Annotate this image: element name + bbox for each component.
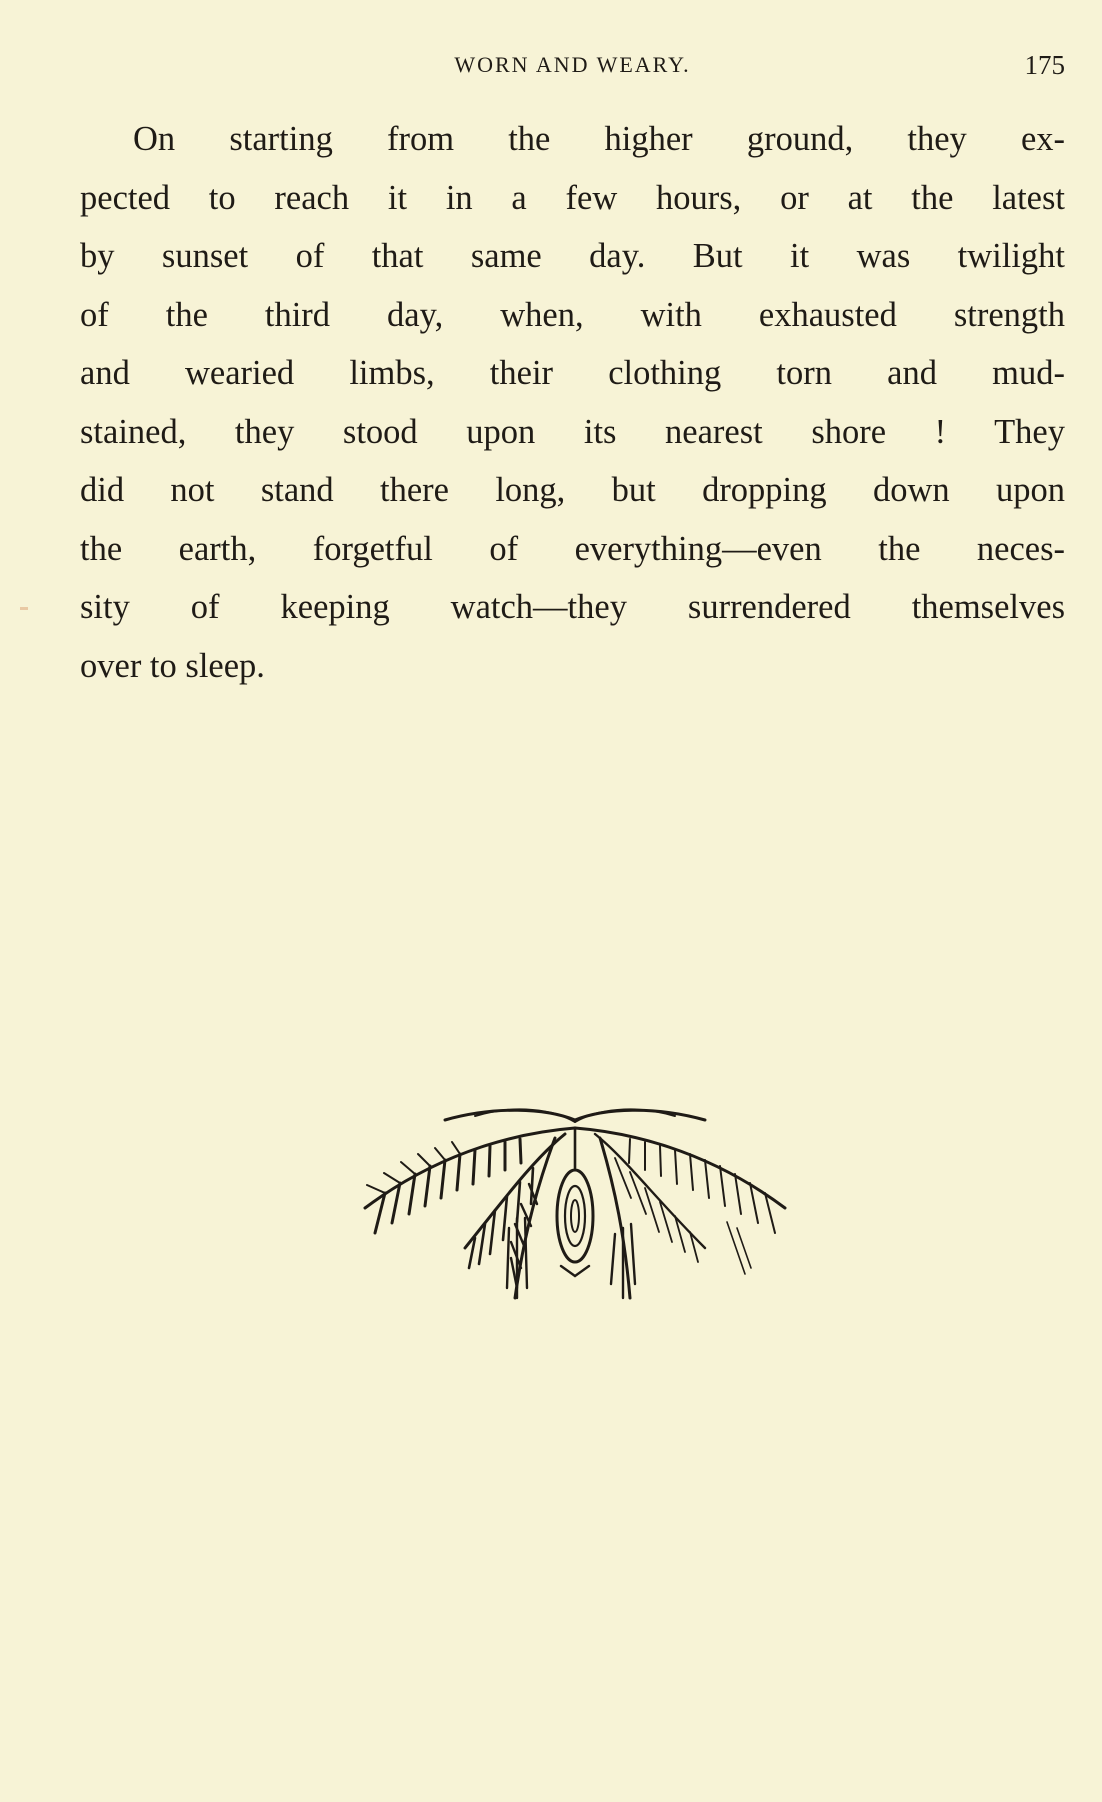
text-line: On starting from the higher ground, they ex- — [133, 120, 1065, 158]
palm-frond-tailpiece-icon — [325, 1098, 825, 1308]
text-line: of the third day, when, with exhausted strength — [80, 295, 1065, 334]
body-paragraph — [80, 110, 1065, 695]
text-line: by sunset of that same day. But it was twilight — [80, 237, 1065, 275]
margin-ink-mark — [20, 607, 28, 610]
text-line: over to sleep. — [80, 646, 265, 685]
text-line: stained, they stood upon its nearest shore ! They — [80, 412, 1065, 451]
page-number: 175 — [1024, 50, 1065, 80]
running-head — [80, 50, 1065, 90]
text-line: did not stand there long, but dropping down upon — [80, 471, 1065, 509]
text-line: and wearied limbs, their clothing torn and mud- — [80, 354, 1065, 392]
running-title: WORN AND WEARY. — [454, 52, 691, 77]
text-line: the earth, forgetful of everything—even the neces- — [80, 529, 1065, 568]
text-line: pected to reach it in a few hours, or at the latest — [80, 178, 1065, 217]
text-line: sity of keeping watch—they surrendered themselves — [80, 588, 1065, 626]
